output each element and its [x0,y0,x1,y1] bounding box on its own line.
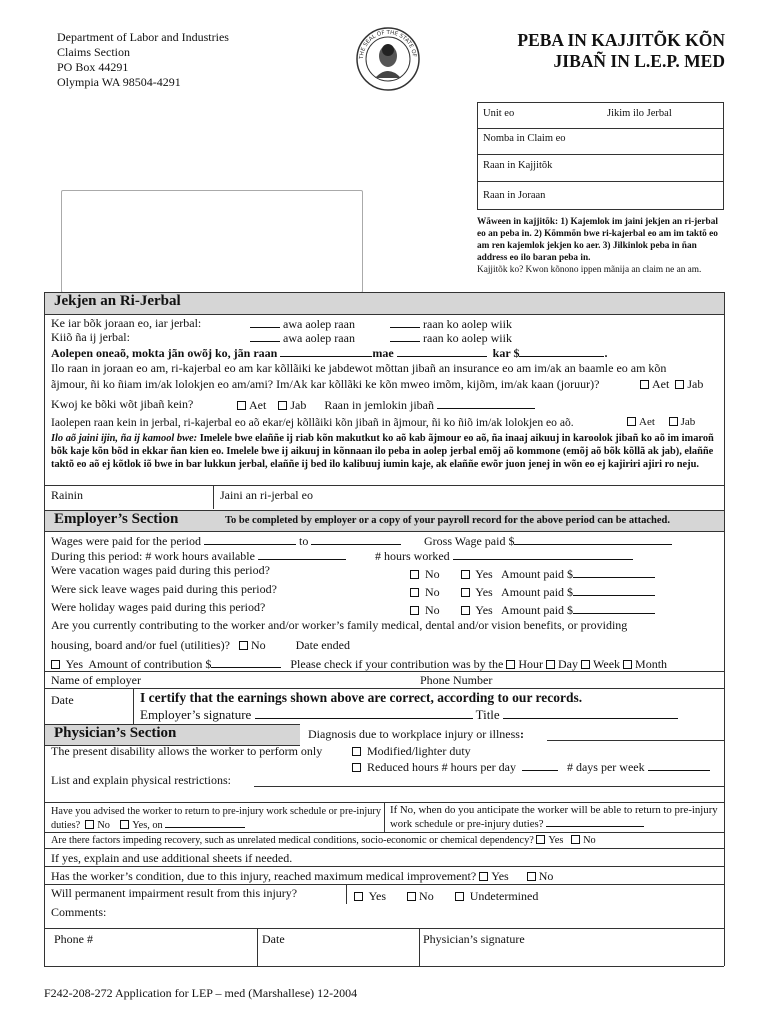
factors-no-checkbox[interactable] [571,835,580,844]
anticipated-date-field[interactable] [546,817,644,827]
factors-yes-label: Yes [548,835,564,846]
advised-no-label: No [97,820,110,831]
row3-c: kar $ [492,346,520,360]
worker-row3: Aolepen oneaõ, mokta jãn owõj ko, jãn raan mae kar $ . [51,346,608,360]
advised-date-field[interactable] [165,818,245,828]
sig-text: Imelele bwe elaññe ij riab kõn makutkut ko aõ kab ãjmour eo aõ, ña inaaj aikuuj in karoolok jibañ ko aõ im imaroñ bõk kaje kõn bõd in ekkar ñan kien eo. Imelele bwe ij aikuuj in kõnnaan ilo peba in aolep jerbal emõj aõ kommone (emõj aõ bõk kõllã ak jab), elaññe taktõ eo aõ ej kõtlok iõ bwe in bar lukkun jerbal, elaññe ij bed ilo kalibuuj iumin kaje, ak elaññe ewõr juon jenej in wõn eo ej kajiriri ajiri ro neju. [51,433,714,471]
row7-aet-label: Aet [639,416,655,428]
title-line-2: JIBAÑ IN L.E.P. MED [553,51,725,71]
gross-wage-label: Gross Wage paid $ [424,534,515,548]
holiday-yes-checkbox[interactable] [461,606,470,615]
gross-wage-row [424,533,672,549]
employer-signature-field[interactable] [255,707,473,719]
employer-title-field[interactable] [503,707,678,719]
claim-number-label[interactable]: Nomba in Claim eo [483,133,566,144]
sick-no-label: No [425,585,440,599]
contribution-yes-checkbox[interactable] [51,660,60,669]
row5-jab-label: Jab [687,377,704,391]
raan-kajjitok-label[interactable]: Raan in Kajjitõk [483,160,553,171]
modified-duty-checkbox[interactable] [352,747,361,756]
raan-joraan-label[interactable]: Raan in Joraan [483,190,546,201]
phone-number-label[interactable]: Phone Number [420,673,493,687]
row1-a: awa aolep raan [283,317,355,331]
holiday-choices [410,602,655,618]
rainin-label[interactable]: Rainin [51,488,83,502]
row5-choices [640,377,703,392]
diagnosis-field[interactable] [547,740,724,741]
address-line: Department of Labor and Industries [57,30,229,44]
permanent-label: Will permanent impairment result from this injury? [51,886,298,900]
physician-signature-label[interactable]: Physician’s signature [423,932,525,946]
reduced-hours-row [352,759,710,775]
seal-lettering: THE SEAL OF THE STATE OF [358,29,417,60]
vacation-no-label: No [425,567,440,581]
sick-yes-label: Yes [475,585,493,599]
comments-label[interactable]: Comments: [51,905,107,919]
vacation-yes-label: Yes [475,567,493,581]
contribution-yes-label: Yes [65,657,84,671]
sick-label: Were sick leave wages paid during this period? [51,582,277,596]
permanent-yes-label: Yes [368,889,387,903]
advised-yes-checkbox[interactable] [120,820,129,829]
address-line: PO Box 44291 [57,60,129,74]
employer-signature-label: Employer’s signature [140,707,252,722]
holiday-amount-field[interactable] [573,602,655,614]
hours-available-field[interactable] [258,548,346,560]
worker-signature-label[interactable]: Jaini an ri-jerbal eo [220,488,313,502]
address-window [61,190,363,293]
days-per-week-field[interactable] [648,759,710,771]
advised-yes-label: Yes, on [132,820,163,831]
row6-choices [237,397,535,413]
factors-label: Are there factors impeding recovery, such as unrelated medical conditions, socio-economic or chemical dependency? [51,835,534,846]
contribution-amount-label: Amount of contribution $ [88,657,212,671]
mmi-no-label: No [538,869,554,883]
please-check-label: Please check if your contribution was by the [290,657,504,671]
employer-section-title: Employer’s Section [54,511,179,527]
holiday-yes-label: Yes [475,603,493,617]
permanent-no-checkbox[interactable] [407,892,416,901]
date-ended-label: Date ended [295,638,350,652]
row3-amount[interactable] [519,345,604,357]
row7-jab-checkbox[interactable] [669,417,678,426]
row5-jab-checkbox[interactable] [675,380,684,389]
present-disability-label: The present disability allows the worker to perform only [51,744,323,758]
wages-period-row [51,533,407,549]
employer-signature-row [140,707,678,723]
hours-per-day-field[interactable] [522,759,558,771]
sick-no-checkbox[interactable] [410,588,419,597]
worker-section-title: Jekjen an Ri-Jerbal [54,293,181,309]
wages-period-label: Wages were paid for the period [51,534,201,548]
holiday-no-checkbox[interactable] [410,606,419,615]
vacation-choices [410,566,655,582]
jikim-label[interactable]: Jikim ilo Jerbal [607,108,672,119]
worker-row1-label: Ke iar bõk joraan eo, iar jerbal: [51,316,202,330]
unit-label[interactable]: Unit eo [483,108,515,119]
physician-section-title: Physician’s Section [54,725,177,741]
period-from-field[interactable] [204,533,296,545]
diagnosis-row: Diagnosis due to workplace injury or illness: [308,727,524,741]
mmi-yes-checkbox[interactable] [479,872,488,881]
week-checkbox[interactable] [581,660,590,669]
raan-jemlokin-label: Raan in jemlokin jibañ [324,398,434,412]
housing-no-label: No [250,638,266,652]
day-label: Day [558,657,578,671]
gross-wage-field[interactable] [514,533,672,545]
week-label: Week [593,657,621,671]
employer-title-label: Title [475,707,500,722]
mmi-no-checkbox[interactable] [527,872,536,881]
hours-worked-field[interactable] [453,548,633,560]
vacation-no-checkbox[interactable] [410,570,419,579]
title-line-1: PEBA IN KAJJITÕK KÕN [517,30,725,50]
factors-no-label: No [583,835,596,846]
worker-row2-label: Kiiõ ña ij jerbal: [51,330,130,344]
worker-row7: Iaolepen raan kein in jerbal, ri-kajerbal eo aõ ekar/ej kõllãiki kõn jibañ in ãjmour, ñi ko ñiõ im/ak lolokjen eo aõ. [51,416,574,429]
holiday-no-label: No [425,603,440,617]
contributing-label: Are you currently contributing to the worker and/or worker’s family medical, dental and/or vision benefits, or providing [51,618,628,632]
physician-phone-label[interactable]: Phone # [54,932,93,946]
row3-date-to[interactable] [397,345,487,357]
sick-choices [410,584,655,600]
reduced-hours-label: Reduced hours # hours per day [367,760,516,774]
during-label: During this period: # work hours available [51,549,255,563]
housing-row [51,638,350,653]
during-period-row [51,548,346,564]
row7-jab-label: Jab [680,416,696,428]
period-to-field[interactable] [311,533,401,545]
advised-row [51,805,381,832]
if-yes-explain[interactable]: If yes, explain and use additional sheets if needed. [51,851,293,865]
instructions-normal: Kajjitõk ko? Kwon kõnono ippen mãnija an claim ne an am. [477,265,702,275]
restrictions-field[interactable] [254,786,724,787]
worker-hours-current [51,316,201,330]
if-no-row [390,804,724,831]
row5-aet-label: Aet [652,377,670,391]
row2-hours[interactable] [250,330,355,346]
permanent-yes-checkbox[interactable] [354,892,363,901]
instructions-bold: Wãween in kajjitõk: 1) Kajemlok im jaini jekjen an ri-jerbal eo an peba in. 2) Kõmmõn bwe ri-kajerbal eo am im taktõ eo am ren kajemlok jekjen ko aer. 3) Jilkinlok peba in ñan address eo ilo baran peba in. [477,217,718,263]
diagnosis-label: Diagnosis due to workplace injury or illness [308,727,520,741]
form-footer: F242-208-272 Application for LEP – med (Marshallese) 12-2004 [44,986,358,1000]
vacation-yes-checkbox[interactable] [461,570,470,579]
hour-checkbox[interactable] [506,660,515,669]
factors-row [51,835,596,846]
permanent-choices [354,889,538,904]
employer-section-note: To be completed by employer or a copy of your payroll record for the above period can be attached. [225,515,670,526]
month-checkbox[interactable] [623,660,632,669]
row3-a: Aolepen oneaõ, mokta jãn owõj ko, jãn raan [51,346,278,360]
name-employer-label[interactable]: Name of employer [51,673,141,687]
restrictions-label: List and explain physical restrictions: [51,773,231,787]
agency-address [57,30,229,90]
holiday-amount-label: Amount paid $ [501,603,574,617]
day-checkbox[interactable] [546,660,555,669]
vacation-amount-label: Amount paid $ [501,567,574,581]
housing-no-checkbox[interactable] [239,641,248,650]
row6-aet-checkbox[interactable] [237,401,246,410]
contribution-row [51,656,667,672]
housing-label: housing, board and/or fuel (utilities)? [51,638,230,652]
worker-row4: Ilo raan in joraan eo am, ri-kajerbal eo am kar kõllãiki ke jabdewot mõttan jibañ an insurance eo am im/ak an baamle eo am kõn [51,361,667,375]
row2-days[interactable] [390,330,512,346]
row3-b: mae [372,346,394,360]
raan-jemlokin-field[interactable] [437,397,535,409]
row6-jab-checkbox[interactable] [278,401,287,410]
sick-amount-field[interactable] [573,584,655,596]
state-seal [355,26,421,92]
row3-date-from[interactable] [280,345,372,357]
month-label: Month [635,657,668,671]
sick-yes-checkbox[interactable] [461,588,470,597]
modified-duty-row [352,744,471,759]
modified-duty-label: Modified/lighter duty [367,744,471,758]
undetermined-label: Undetermined [469,889,539,903]
holiday-label: Were holiday wages paid during this period? [51,600,266,614]
mmi-label: Has the worker’s condition, due to this injury, reached maximum medical improvement? [51,869,477,883]
certify-text: I certify that the earnings shown above are correct, according to our records [140,690,579,705]
row2-b: raan ko aolep wiik [423,331,512,345]
worker-row6: Kwoj ke bõki wõt jibañ kein? [51,397,194,411]
row6-aet-label: Aet [249,398,267,412]
hours-worked-row [375,548,633,564]
to-label: to [298,534,309,548]
address-line: Claims Section [57,45,130,59]
sick-amount-label: Amount paid $ [501,585,574,599]
advised-no-checkbox[interactable] [85,820,94,829]
row2-a: awa aolep raan [283,331,355,345]
days-per-week-label: # days per week [566,760,645,774]
row6-jab-label: Jab [290,398,307,412]
employer-date-label[interactable]: Date [51,693,74,707]
permanent-no-label: No [419,889,434,903]
reduced-hours-checkbox[interactable] [352,763,361,772]
hours-worked-label: # hours worked [375,549,450,563]
advised-label: Have you advised the worker to return to pre-injury work schedule or pre-injury duties? [51,806,381,831]
worker-row5: ãjmour, ñi ko ñiam im/ak lolokjen eo am/ami? Im/Ak kar kõllãki ke kõn mweo imõm, kijõm, im/ak kaan (joruur)? [51,377,600,391]
if-no-label: If No, when do you anticipate the worker will be able to return to pre-injury work schedule or pre-injury duties? [390,804,718,830]
certify-statement: I certify that the earnings shown above are correct, according to our records. [140,690,583,705]
physician-date-label[interactable]: Date [262,932,285,946]
undetermined-checkbox[interactable] [455,892,464,901]
mmi-yes-label: Yes [491,869,509,883]
vacation-label: Were vacation wages paid during this period? [51,563,270,577]
row5-aet-checkbox[interactable] [640,380,649,389]
row7-choices [627,416,695,428]
signature-statement [51,432,727,472]
sig-italic: Ilo aõ jaini ijin, ña ij kamool bwe: [51,433,198,444]
row1-b: raan ko aolep wiik [423,317,512,331]
address-line: Olympia WA 98504-4291 [57,75,181,89]
hour-label: Hour [518,657,543,671]
mmi-row [51,869,553,884]
row7-aet-checkbox[interactable] [627,417,636,426]
form-title [470,30,725,72]
vacation-amount-field[interactable] [573,566,655,578]
factors-yes-checkbox[interactable] [536,835,545,844]
contribution-amount-field[interactable] [211,656,281,668]
instructions [477,216,724,276]
